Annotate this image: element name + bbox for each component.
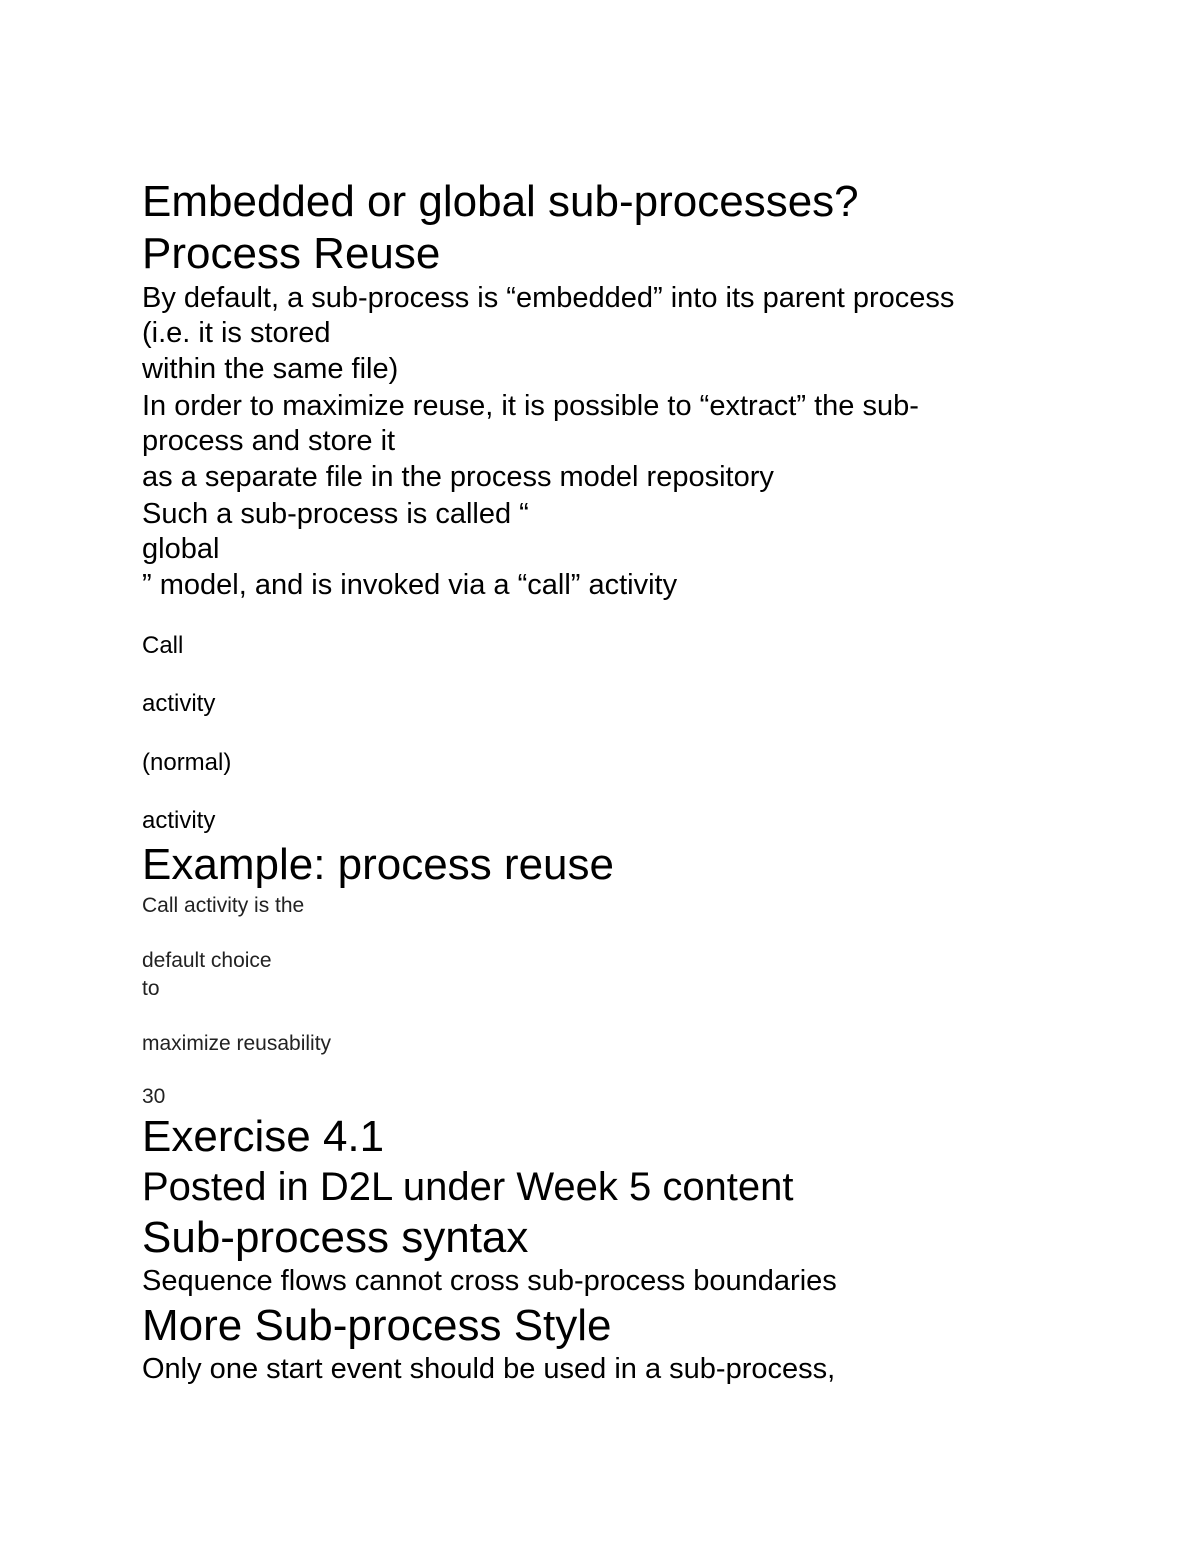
section1-line: process and store it <box>142 425 396 457</box>
diagram-label: activity <box>142 807 216 834</box>
section1-line: within the same file) <box>142 353 399 385</box>
section4-text: Sequence flows cannot cross sub-process boundaries <box>142 1265 837 1297</box>
section2-line: Call activity is the <box>142 894 305 917</box>
diagram-label: activity <box>142 690 216 717</box>
diagram-label: (normal) <box>142 749 232 776</box>
section2-line: default choice <box>142 949 272 972</box>
section1-title: Embedded or global sub-processes? <box>142 177 859 226</box>
section1-line: as a separate file in the process model repository <box>142 461 774 493</box>
section5-text: Only one start event should be used in a sub-process, <box>142 1353 836 1385</box>
section3-subtitle: Posted in D2L under Week 5 content <box>142 1165 794 1209</box>
section3-title: Exercise 4.1 <box>142 1112 385 1161</box>
section2-line: to <box>142 977 160 1000</box>
section1-line: (i.e. it is stored <box>142 317 331 349</box>
page-number: 30 <box>142 1085 166 1108</box>
section1-line: global <box>142 533 220 565</box>
diagram-label: Call <box>142 632 184 659</box>
section1-line: Such a sub-process is called “ <box>142 498 529 530</box>
section5-title: More Sub-process Style <box>142 1301 612 1350</box>
section1-line: By default, a sub-process is “embedded” into its parent process <box>142 282 955 314</box>
section4-title: Sub-process syntax <box>142 1213 529 1262</box>
section2-line: maximize reusability <box>142 1032 332 1055</box>
section1-subtitle: Process Reuse <box>142 229 441 278</box>
section1-line: In order to maximize reuse, it is possible to “extract” the sub- <box>142 390 919 422</box>
section1-line: ” model, and is invoked via a “call” activity <box>142 569 678 601</box>
section2-title: Example: process reuse <box>142 840 614 889</box>
